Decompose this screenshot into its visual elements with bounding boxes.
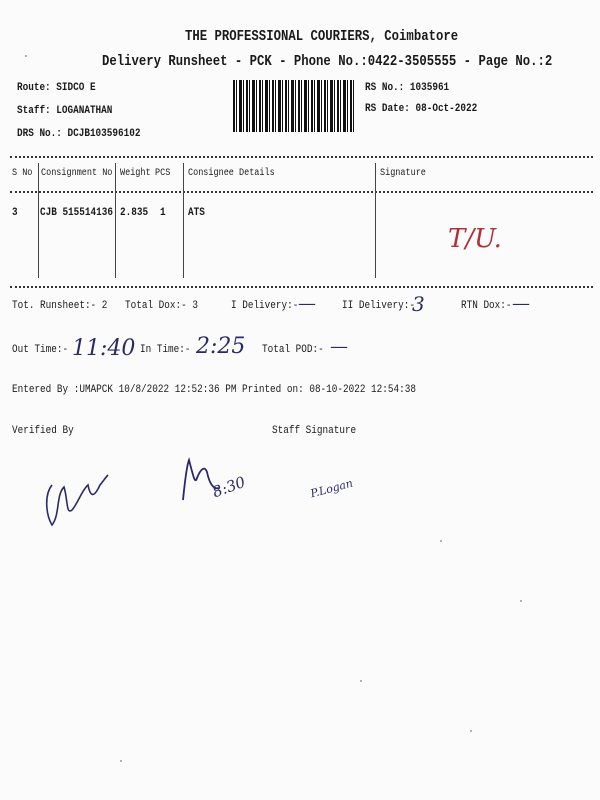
col-divider xyxy=(375,163,376,278)
scan-speck xyxy=(520,600,522,602)
scan-speck xyxy=(25,55,27,57)
scan-speck xyxy=(120,760,122,762)
col-header-weight: Weight xyxy=(120,168,151,179)
table-header-rule xyxy=(10,191,593,193)
document-subtitle: Delivery Runsheet - PCK - Phone No.:0422-3505555 - Page No.:2 xyxy=(102,53,553,70)
scan-speck xyxy=(440,540,442,542)
staff-signature-label: Staff Signature xyxy=(272,425,357,437)
second-delivery-label: II Delivery:- xyxy=(342,300,415,312)
first-delivery-value: — xyxy=(298,293,316,314)
staff-label: Staff: LOGANATHAN xyxy=(17,105,113,117)
in-time-value: 2:25 xyxy=(196,334,246,359)
row-signature: T/U. xyxy=(448,224,502,254)
row-weight: 2.835 xyxy=(120,207,149,219)
verifier-signature xyxy=(38,455,118,535)
col-header-consignment: Consignment No xyxy=(41,168,113,179)
entered-by: Entered By :UMAPCK 10/8/2022 12:52:36 PM xyxy=(12,384,237,396)
second-delivery-value: 3 xyxy=(412,292,425,316)
total-dox: Total Dox:- 3 xyxy=(125,300,198,312)
total-pod-value: — xyxy=(330,336,348,357)
in-time-label: In Time:- xyxy=(140,344,191,356)
scan-speck xyxy=(360,680,362,682)
staff-signature-mark xyxy=(175,450,225,510)
rtn-dox-label: RTN Dox:- xyxy=(461,300,512,312)
barcode xyxy=(233,80,354,132)
col-header-consignee: Consignee Details xyxy=(188,168,275,179)
row-sno: 3 xyxy=(12,207,18,219)
out-time-value: 11:40 xyxy=(72,336,136,361)
rtn-dox-value: — xyxy=(512,293,530,314)
col-header-sno: S No xyxy=(12,168,33,179)
printed-on: Printed on: 08-10-2022 12:54:38 xyxy=(242,384,416,396)
col-header-signature: Signature xyxy=(380,168,426,179)
route-label: Route: SIDCO E xyxy=(17,82,96,94)
row-consignee: ATS xyxy=(188,207,205,219)
out-time-label: Out Time:- xyxy=(12,344,69,356)
row-pcs: 1 xyxy=(160,207,166,219)
rs-date: RS Date: 08-Oct-2022 xyxy=(365,103,478,115)
staff-name-signature: P.Logan xyxy=(309,476,355,501)
drs-number: DRS No.: DCJB103596102 xyxy=(17,128,141,140)
first-delivery-label: I Delivery:- xyxy=(231,300,299,312)
row-consignment: CJB 515514136 xyxy=(40,207,113,219)
col-divider xyxy=(183,163,184,278)
total-pod-label: Total POD:- xyxy=(262,344,324,356)
verified-by-label: Verified By xyxy=(12,425,74,437)
table-bottom-rule xyxy=(10,286,593,288)
col-divider xyxy=(115,163,116,278)
scan-speck xyxy=(470,730,472,732)
rs-number: RS No.: 1035961 xyxy=(365,82,450,94)
table-top-rule xyxy=(10,156,593,158)
staff-signature-time: 8:30 xyxy=(209,472,248,502)
col-header-pcs: PCS xyxy=(155,168,171,179)
col-divider xyxy=(38,163,39,278)
tot-runsheet: Tot. Runsheet:- 2 xyxy=(12,300,108,312)
document-title: THE PROFESSIONAL COURIERS, Coimbatore xyxy=(185,28,459,45)
